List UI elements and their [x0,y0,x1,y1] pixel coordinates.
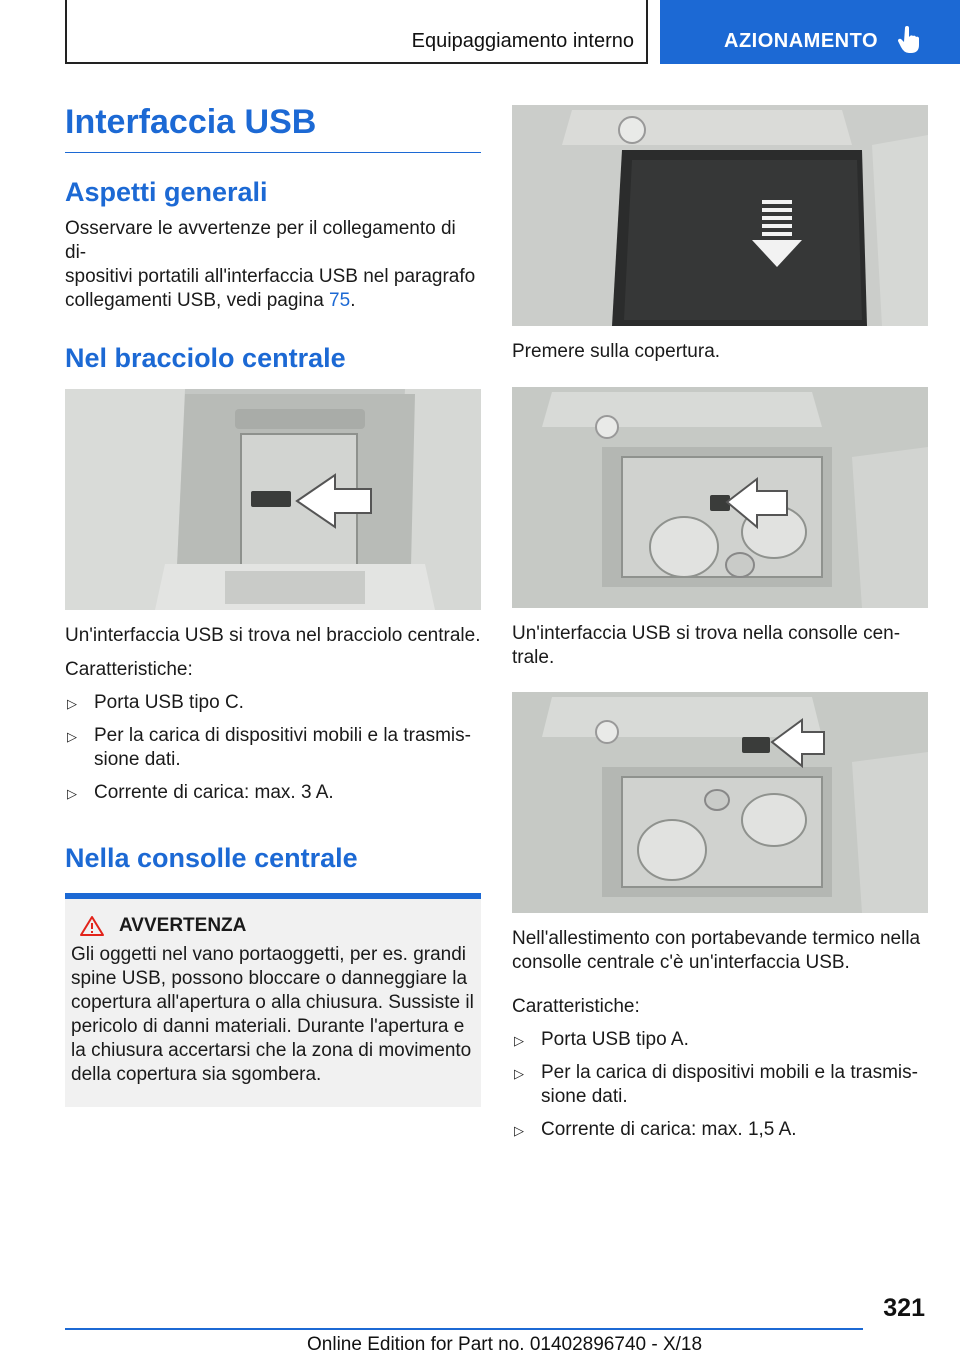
warning-triangle-icon [77,915,107,937]
console-heading: Nella consolle centrale [65,843,358,873]
list-item: ▷ Corrente di carica: max. 3 A. [65,781,481,805]
warning-box [65,893,481,1107]
page-title: Interfaccia USB [65,100,481,153]
list-item: ▷ Per la carica di dispositivi mobili e la trasmis- sione dati. [514,1062,918,1107]
armrest-caption: Un'interfaccia USB si trova nel bracciolo centrale. [65,625,481,646]
page-number: 321 [883,1294,925,1322]
hand-pointer-icon [898,26,920,54]
caption-1: Premere sulla copertura. [512,341,721,362]
bullet-triangle-icon: ▷ [514,1033,524,1048]
console-thermal-cupholder-usb-illustration [512,692,928,913]
warning-title: AVVERTENZA [119,915,247,936]
armrest-feature-list [65,691,481,805]
right-column [512,105,928,1142]
page-reference-link[interactable]: 75 [329,290,351,311]
list-item: ▷ Corrente di carica: max. 1,5 A. [512,1118,928,1142]
console-features-label: Caratteristiche: [512,996,640,1017]
bullet-triangle-icon: ▷ [67,729,77,744]
list-item: ▷ Porta USB tipo C. [65,691,481,715]
bullet-triangle-icon: ▷ [514,1066,524,1081]
warning-text: Gli oggetti nel vano portaoggetti, per es. grandi spine USB, possono bloccare o danneggiare la copertura all'apertura o alla chiusura. Sussiste il pericolo di danni materiali. Durante l'apertura e la chiusura accertarsi che la zona di movimento della copertura sia sgombera. [71,944,474,1085]
bullet-triangle-icon: ▷ [67,696,77,711]
general-heading: Aspetti generali [65,177,268,207]
edition-note: Online Edition for Part no. 01402896740 - X/18 [307,1334,703,1355]
caption-3: Nell'allestimento con portabevande termico nella consolle centrale c'è un'interfaccia USB. [512,928,921,973]
general-text-body: Osservare le avvertenze per il collegamento di di- spositivi portatili all'interfaccia USB nel paragrafo collegamenti USB, vedi pagina [65,218,476,311]
console-usb-illustration [512,387,928,608]
general-text-end: . [350,290,356,311]
chapter-title: AZIONAMENTO [724,30,879,52]
list-item: ▷ Per la carica di dispositivi mobili e la trasmis- sione dati. [67,725,471,770]
armrest-usb-illustration [65,389,481,610]
header-chapter-tab [660,0,960,64]
console-feature-list [512,1028,928,1142]
general-text [65,217,481,313]
warning-title-row [71,915,475,937]
header-section-tab [65,0,648,64]
bullet-triangle-icon: ▷ [67,786,77,801]
section-title: Equipaggiamento interno [411,30,634,52]
footer-divider [65,1328,863,1330]
list-item: ▷ Porta USB tipo A. [512,1028,928,1052]
bullet-triangle-icon: ▷ [514,1123,524,1138]
armrest-heading: Nel bracciolo centrale [65,343,346,373]
console-cover-press-illustration [512,105,928,326]
caption-2: Un'interfaccia USB si trova nella consolle cen- trale. [512,623,901,668]
left-column [65,100,481,1107]
armrest-features-label: Caratteristiche: [65,659,193,680]
